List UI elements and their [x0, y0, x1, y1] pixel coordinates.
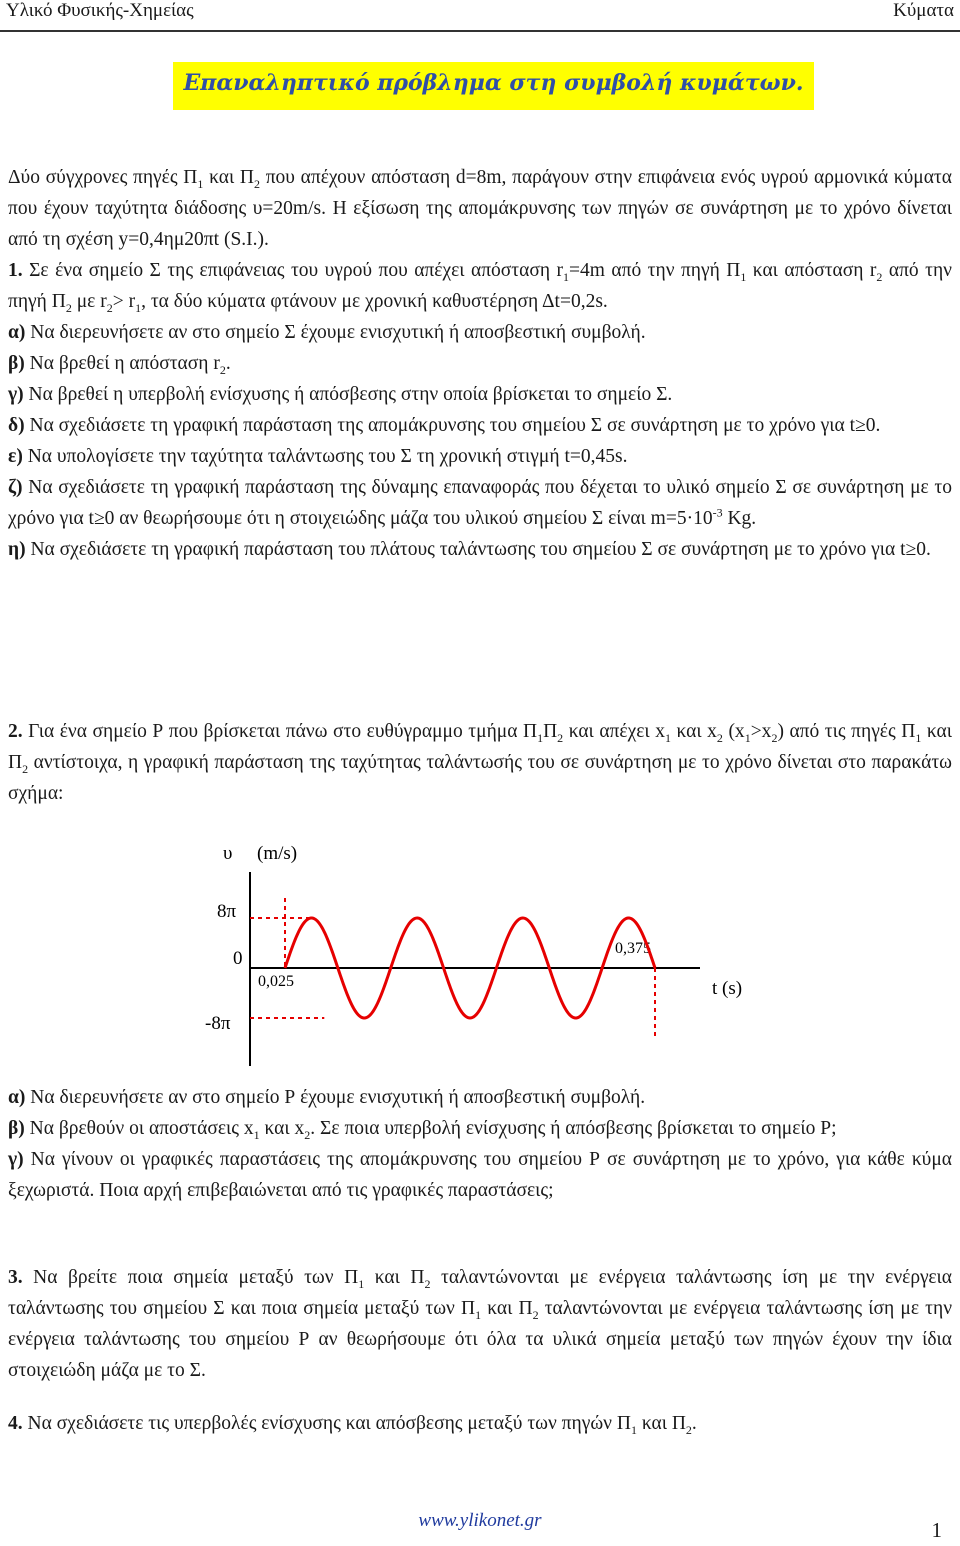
question-1a: α) Να διερευνήσετε αν στο σημείο Σ έχουμε ενισχυτική ή αποσβεστική συμβολή. — [8, 322, 646, 343]
page-title: Επαναληπτικό πρόβλημα στη συμβολή κυμάτων. — [183, 70, 804, 96]
question-4: 4. Να σχεδιάσετε τις υπερβολές ενίσχυσης και απόσβεσης μεταξύ των πηγών $\Pi_1$ και $\Pi_2$. — [8, 1413, 697, 1437]
question-1h: η) Να σχεδιάσετε τη γραφική παράσταση του πλάτους ταλάντωσης του σημείου Σ σε συνάρτηση με το χρόνο για t≥0. — [8, 539, 931, 560]
problem-section-3 — [8, 1262, 952, 1386]
y-max-label: 8π — [217, 901, 237, 922]
question-number: 2. — [8, 721, 23, 742]
question-2b: β) Να βρεθούν οι αποστάσεις $x_1$ και $x_2$. Σε ποια υπερβολή ενίσχυσης ή απόσβεσης βρίσκεται το σημείο Ρ; — [8, 1118, 837, 1142]
question-1z: ζ) Να σχεδιάσετε τη γραφική παράσταση της δύναμης επαναφοράς που δέχεται το υλικό σημείο Σ σε συνάρτηση με το χρόνο για t≥0 αν θεωρήσουμε ότι η στοιχειώδης μάζα του υλικού σημείου Σ είναι $m=5\cdot 10^{-3}$ Kg. — [8, 477, 952, 529]
page-number: 1 — [931, 1518, 942, 1542]
question-2c: γ) Να γίνουν οι γραφικές παραστάσεις της απομάκρυνσης του σημείου Ρ σε συνάρτηση με το χρόνο, για κάθε κύμα ξεχωριστά. Ποια αρχή επιβεβαιώνεται από τις γραφικές παραστάσεις; — [8, 1149, 952, 1201]
t-start-label: 0,025 — [258, 973, 294, 990]
header-divider — [0, 30, 960, 32]
problem-section-2 — [8, 716, 952, 809]
y-axis-unit: (m/s) — [257, 843, 298, 864]
question-1d: δ) Να σχεδιάσετε τη γραφική παράσταση της απομάκρυνσης του σημείου Σ σε συνάρτηση με το χρόνο για t≥0. — [8, 415, 881, 436]
intro-paragraph: Δύο σύγχρονες πηγές $\Pi_1$ και $\Pi_2$ που απέχουν απόσταση d=8m, παράγουν στην επιφάνεια ενός υγρού αρμονικά κύματα που έχουν ταχύτητα διάδοσης υ=20m/s. Η εξίσωση της απομάκρυνσης των πηγών σε συνάρτηση με το χρόνο δίνεται από τη σχέση y=0,4ημ20πt (S.I.). — [8, 167, 952, 250]
question-number: 1. — [8, 260, 23, 281]
y-min-label: -8π — [205, 1013, 231, 1034]
x-axis-label: t (s) — [712, 978, 743, 999]
question-number: 3. — [8, 1267, 23, 1288]
velocity-time-graph — [195, 828, 785, 1073]
footer-website-link[interactable]: www.ylikonet.gr — [418, 1510, 542, 1531]
y-axis-symbol: υ — [223, 843, 233, 864]
problem-section-1 — [8, 162, 952, 565]
question-3: 3. Να βρείτε ποια σημεία μεταξύ των $\Pi_1$ και $\Pi_2$ ταλαντώνονται με ενέργεια ταλάντωσης ίση με την ενέργεια ταλάντωσης του σημείου Σ και ποια σημεία μεταξύ των $\Pi_1$ και $\Pi_2$ ταλαντώνονται με ενέργεια ταλάντωσης ίση με την ενέργεια ταλάντωσης του σημείου Ρ αν θεωρήσουμε ότι όλα τα υλικά σημεία μεταξύ των πηγών έχουν την ίδια στοιχειώδη μάζα με το Σ. — [8, 1267, 953, 1381]
question-2: 2. Για ένα σημείο Ρ που βρίσκεται πάνω στο ευθύγραμμο τμήμα $\Pi_1\Pi_2$ και απέχει $x_1$ και $x_2$ $(x_1>x_2)$ από τις πηγές $\Pi_1$ και $\Pi_2$ αντίστοιχα, η γραφική παράσταση της ταχύτητας ταλάντωσής του σε συνάρτηση με το χρόνο δίνεται στο παρακάτω σχήμα: — [8, 721, 952, 804]
question-1b: β) Να βρεθεί η απόσταση $r_2$. — [8, 353, 231, 377]
question-1e: ε) Να υπολογίσετε την ταχύτητα ταλάντωσης του Σ τη χρονική στιγμή t=0,45s. — [8, 446, 628, 467]
problem-section-2-sub — [8, 1082, 952, 1206]
question-number: 4. — [8, 1413, 23, 1434]
header-chapter: Κύματα — [893, 0, 954, 21]
problem-section-4 — [8, 1408, 952, 1439]
header-subject: Υλικό Φυσικής-Χημείας — [6, 0, 194, 21]
question-1: 1. Σε ένα σημείο Σ της επιφάνειας του υγρού που απέχει απόσταση $r_1=4m$ από την πηγή $\Pi_1$ και απόσταση $r_2$ από την πηγή $\Pi_2$ με $r_2> r_1$, τα δύο κύματα φτάνουν με χρονική καθυστέρηση Δt=0,2s. — [8, 260, 952, 315]
title-highlight — [173, 62, 814, 110]
question-2a: α) Να διερευνήσετε αν στο σημείο Ρ έχουμε ενισχυτική ή αποσβεστική συμβολή. — [8, 1087, 646, 1108]
t-end-label: 0,375 — [615, 940, 651, 957]
zero-label: 0 — [233, 948, 243, 969]
question-1c: γ) Να βρεθεί η υπερβολή ενίσχυσης ή απόσβεσης στην οποία βρίσκεται το σημείο Σ. — [8, 384, 673, 405]
